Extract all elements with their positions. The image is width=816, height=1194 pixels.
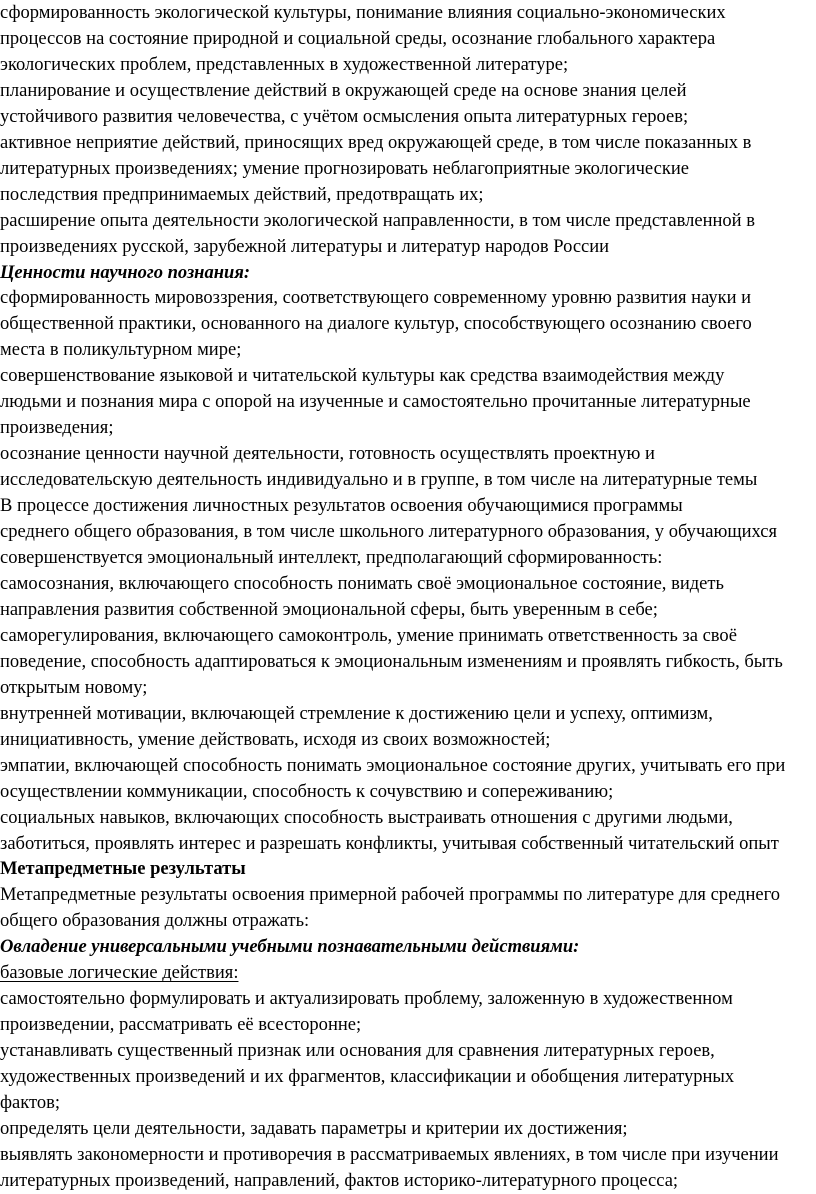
text-line: произведениях русской, зарубежной литературы и литератур народов России [0,235,610,257]
text-line: исследовательскую деятельность индивидуально и в группе, в том числе на литературные темы [0,469,758,491]
text-line: внутренней мотивации, включающей стремление к достижению цели и успеху, оптимизм, [0,702,713,724]
text-line: выявлять закономерности и противоречия в рассматриваемых явлениях, в том числе при изучении [0,1143,779,1165]
text-line: инициативность, умение действовать, исходя из своих возможностей; [0,728,551,750]
text-line: осознание ценности научной деятельности, готовность осуществлять проектную и [0,443,655,465]
text-line: планирование и осуществление действий в окружающей среде на основе знания целей [0,79,687,101]
text-line: устанавливать существенный признак или основания для сравнения литературных героев, [0,1040,715,1062]
text-line: заботиться, проявлять интерес и разрешать конфликты, учитывая собственный читательский опыт [0,832,779,854]
text-line: поведение, способность адаптироваться к эмоциональным изменениям и проявлять гибкость, быть [0,650,783,672]
text-line: произведении, рассматривать её всесторонне; [0,1014,362,1036]
text-line: устойчивого развития человечества, с учётом осмысления опыта литературных героев; [0,105,689,127]
text-line: расширение опыта деятельности экологической направленности, в том числе представленной в [0,209,755,231]
text-line: сформированность экологической культуры, понимание влияния социально-экономических [0,2,726,23]
text-line: открытым новому; [0,676,148,698]
text-line: общего образования должны отражать: [0,910,310,932]
text-line: Метапредметные результаты освоения примерной рабочей программы по литературе для среднего [0,884,781,906]
text-line: совершенствование языковой и читательской культуры как средства взаимодействия между [0,365,725,387]
text-line: саморегулирования, включающего самоконтроль, умение принимать ответственность за своё [0,624,737,646]
subheading-basic-logical-actions: базовые логические действия: [0,962,239,984]
text-line: социальных навыков, включающих способность выстраивать отношения с другими людьми, [0,806,733,828]
text-line: фактов; [0,1092,61,1114]
text-line: процессов на состояние природной и социальной среды, осознание глобального характера [0,27,716,49]
text-line: определять цели деятельности, задавать параметры и критерии их достижения; [0,1117,628,1139]
section-heading-science-values: Ценности научного познания: [0,261,251,283]
text-line: самосознания, включающего способность понимать своё эмоциональное состояние, видеть [0,572,724,594]
text-line: места в поликультурном мире; [0,339,242,361]
paragraph-first-line: В процессе достижения личностных результатов освоения обучающимися программы [0,495,683,517]
text-line: эмпатии, включающей способность понимать эмоциональное состояние других, учитывать его при [0,754,786,776]
text-line: направления развития собственной эмоциональной сферы, быть уверенным в себе; [0,598,658,620]
text-line: среднего общего образования, в том числе школьного литературного образования, у обучающихся [0,521,777,543]
text-line: произведения; [0,417,114,439]
text-line: совершенствуется эмоциональный интеллект, предполагающий сформированность: [0,547,663,569]
text-line: людьми и познания мира с опорой на изученные и самостоятельно прочитанные литературные [0,391,751,413]
text-line: последствия предпринимаемых действий, предотвращать их; [0,183,484,205]
section-heading-cognitive-actions: Овладение универсальными учебными познавательными действиями: [0,936,580,958]
text-line: литературных произведений, направлений, фактов историко-литературного процесса; [0,1169,679,1191]
text-line: осуществлении коммуникации, способность к сочувствию и сопереживанию; [0,780,614,802]
text-line: общественной практики, основанного на диалоге культур, способствующего осознанию своего [0,313,752,335]
text-line: экологических проблем, представленных в художественной литературе; [0,53,569,75]
text-line: сформированность мировоззрения, соответствующего современному уровню развития науки и [0,287,752,309]
text-line: активное неприятие действий, приносящих вред окружающей среде, в том числе показанных в [0,131,752,153]
text-line: литературных произведениях; умение прогнозировать неблагоприятные экологические [0,157,689,179]
section-heading-metasubject-results: Метапредметные результаты [0,858,246,880]
text-line: самостоятельно формулировать и актуализировать проблему, заложенную в художественном [0,988,733,1010]
text-line: художественных произведений и их фрагментов, классификации и обобщения литературных [0,1066,735,1088]
